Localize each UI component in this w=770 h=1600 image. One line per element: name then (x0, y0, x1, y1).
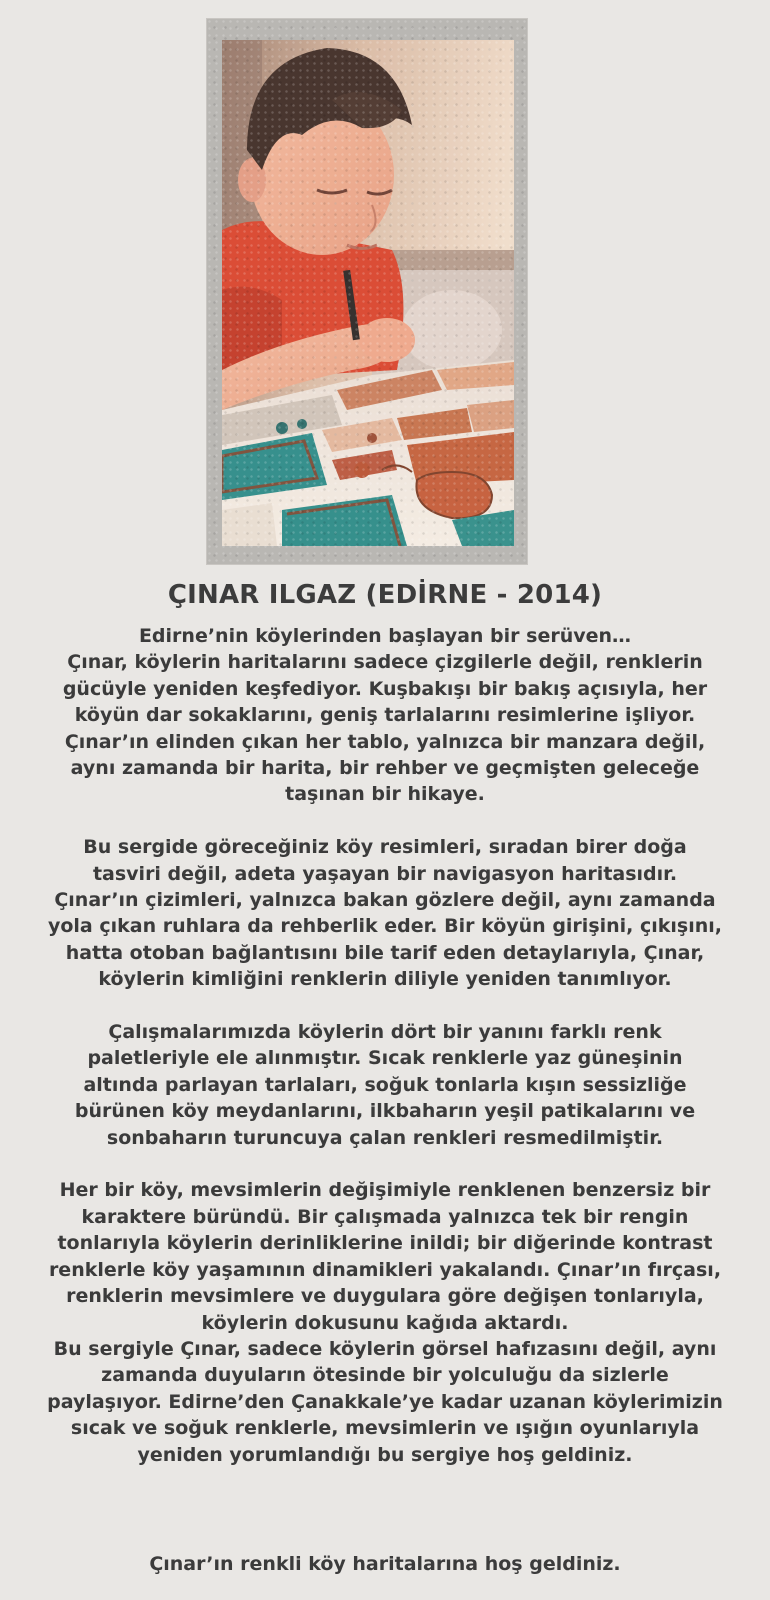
text-line: sonbaharın turuncuya çalan renkleri resmedilmiştir. (106, 1126, 664, 1149)
text-line: renklerin mevsimlere ve duygulara göre değişen tonlarıyla, (66, 1285, 704, 1308)
text-line: bürünen köy meydanlarını, ilkbaharın yeşil patikalarını ve (74, 1100, 696, 1123)
text-line: paletleriyle ele alınmıştır. Sıcak renklerle yaz güneşinin (87, 1047, 683, 1070)
text-line: tasviri değil, adeta yaşayan bir navigasyon haritasıdır. (92, 862, 678, 885)
paragraph-spacer (40, 808, 730, 834)
paragraph-3 (40, 1019, 730, 1151)
text-line: Çınar, köylerin haritalarını sadece çizgilerle değil, renklerin (67, 651, 703, 674)
text-line: Bu sergide göreceğiniz köy resimleri, sıradan birer doğa (83, 836, 687, 859)
text-line: Çınar’ın çizimleri, yalnızca bakan gözlere değil, aynı zamanda (54, 889, 716, 912)
text-line: Edirne’nin köylerinden başlayan bir serüven… (138, 625, 632, 647)
text-line: köylerin kimliğini renklerin diliyle yeniden tanımlıyor. (98, 968, 672, 991)
paragraph-spacer (40, 1151, 730, 1177)
text-line: Her bir köy, mevsimlerin değişimiyle renklenen benzersiz bir (59, 1179, 711, 1202)
text-line: Bu sergiyle Çınar, sadece köylerin görsel hafızasını değil, aynı (53, 1337, 717, 1360)
text-line: sıcak ve soğuk renklerle, mevsimlerin ve ışığın oyunlarıyla (70, 1417, 700, 1440)
text-line: yeniden yorumlandığı bu sergiye hoş geldiniz. (137, 1443, 633, 1466)
text-line: yola çıkan ruhlara da rehberlik eder. Bir köyün girişini, çıkışını, (47, 915, 723, 938)
text-line: karaktere büründü. Bir çalışmada yalnızca tek bir rengin (81, 1205, 689, 1228)
text-line: aynı zamanda bir harita, bir rehber ve geçmişten geleceğe (70, 757, 700, 780)
closing-line: Çınar’ın renkli köy haritalarına hoş geldiniz. (149, 1553, 621, 1575)
page-title: ÇINAR ILGAZ (EDİRNE - 2014) (167, 580, 603, 610)
text-line: zamanda duyuların ötesinde bir yolculuğu da sizlerle (101, 1364, 669, 1387)
text-line: paylaşıyor. Edirne’den Çanakkale’ye kadar uzanan köylerimizin (47, 1390, 723, 1413)
paragraph-1 (40, 623, 730, 808)
text-line: tonlarıyla köylerin derinliklerine inildi; bir diğerinde kontrast (57, 1232, 713, 1255)
paragraph-4 (40, 1177, 730, 1467)
text-line: renklerle köy yaşamının dinamikleri yakalandı. Çınar’ın fırçası, (48, 1258, 722, 1281)
text-line: köylerin dokusunu kağıda aktardı. (201, 1311, 569, 1334)
exhibition-description (40, 623, 730, 1468)
child-painting-photo (222, 40, 514, 546)
text-line: Çınar’ın elinden çıkan her tablo, yalnızca bir manzara değil, (64, 730, 706, 753)
paragraph-2 (40, 834, 730, 992)
text-line: köyün dar sokaklarını, geniş tarlalarını resimlerine işliyor. (74, 704, 696, 727)
paragraph-spacer (40, 993, 730, 1019)
photo-frame (206, 18, 528, 565)
text-line: altında parlayan tarlaları, soğuk tonlarla kışın sessizliğe (83, 1073, 687, 1096)
text-line: gücüyle yeniden keşfediyor. Kuşbakışı bir bakış açısıyla, her (62, 677, 708, 700)
text-line: taşınan bir hikaye. (285, 783, 485, 806)
text-line: hatta otoban bağlantısını bile tarif eden detaylarıyla, Çınar, (65, 941, 705, 964)
text-line: Çalışmalarımızda köylerin dört bir yanını farklı renk (108, 1021, 662, 1044)
